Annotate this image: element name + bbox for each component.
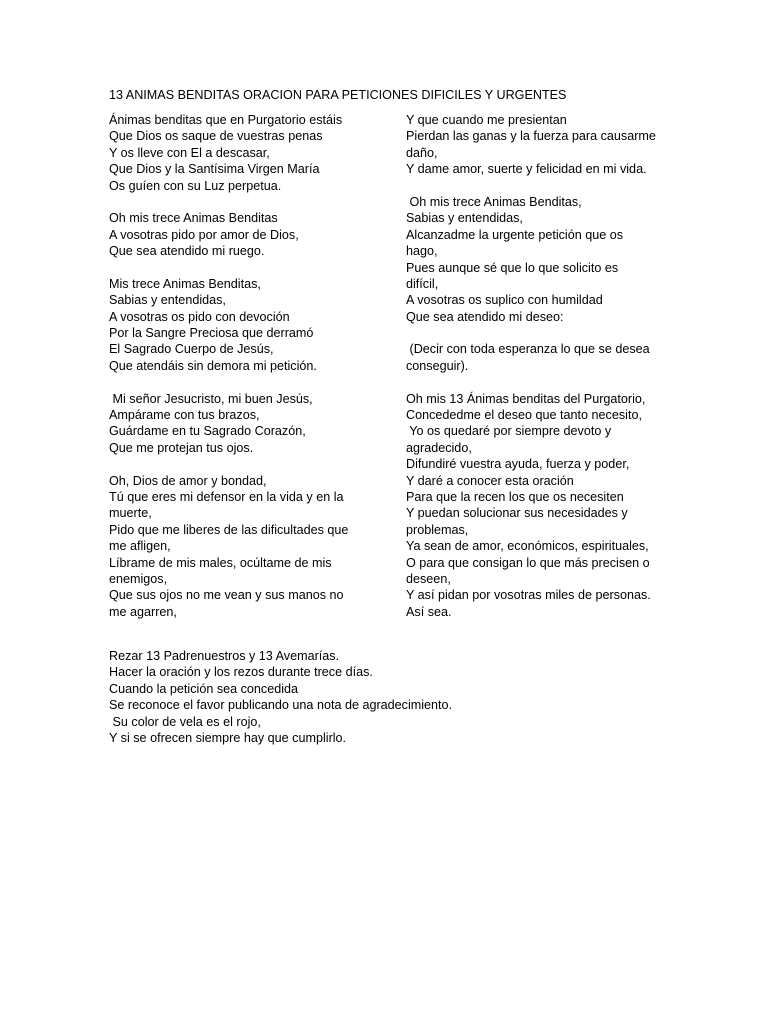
- text-line: Oh mis 13 Ánimas benditas del Purgatorio,: [406, 391, 646, 406]
- text-line: Pues aunque sé que lo que solicito es: [406, 260, 619, 275]
- text-line: O para que consigan lo que más precisen o: [406, 555, 650, 570]
- text-line: Ampárame con tus brazos,: [109, 408, 260, 423]
- text-line: Que sea atendido mi ruego.: [109, 244, 265, 259]
- text-line: Alcanzadme la urgente petición que os: [406, 227, 624, 242]
- text-line: Yo os quedaré por siempre devoto y: [406, 424, 612, 439]
- text-line: Y si se ofrecen siempre hay que cumplirlo.: [109, 730, 347, 745]
- text-line: muerte,: [109, 506, 152, 521]
- text-line: Pido que me liberes de las dificultades que: [109, 522, 349, 537]
- text-line: deseen,: [406, 571, 451, 586]
- text-line: Y daré a conocer esta oración: [406, 473, 574, 488]
- text-line: Y os lleve con El a descasar,: [109, 145, 270, 160]
- text-line: A vosotras pido por amor de Dios,: [109, 227, 299, 242]
- text-line: Pierdan las ganas y la fuerza para causarme: [406, 129, 656, 144]
- text-line: Hacer la oración y los rezos durante trece días.: [109, 665, 373, 680]
- text-line: Y así pidan por vosotras miles de personas.: [406, 588, 651, 603]
- text-line: Así sea.: [406, 604, 452, 619]
- blank-line: [406, 325, 666, 341]
- text-line: Ya sean de amor, económicos, espirituales,: [406, 539, 649, 554]
- text-line: me agarren,: [109, 604, 177, 619]
- text-line: enemigos,: [109, 571, 168, 586]
- text-line: Por la Sangre Preciosa que derramó: [109, 326, 314, 341]
- text-line: Rezar 13 Padrenuestros y 13 Avemarías.: [109, 649, 340, 663]
- text-line: agradecido,: [406, 440, 472, 455]
- text-line: Su color de vela es el rojo,: [109, 714, 261, 729]
- text-line: Que sus ojos no me vean y sus manos no: [109, 588, 344, 603]
- text-line: Tú que eres mi defensor en la vida y en la: [109, 489, 344, 504]
- instructions-block: [109, 648, 559, 746]
- text-line: Os guíen con su Luz perpetua.: [109, 178, 282, 193]
- blank-line: [109, 194, 379, 210]
- text-line: (Decir con toda esperanza lo que se desea: [406, 342, 650, 357]
- text-line: Concededme el deseo que tanto necesito,: [406, 408, 642, 423]
- text-line: me afligen,: [109, 539, 171, 554]
- text-line: Mis trece Animas Benditas,: [109, 276, 261, 291]
- text-line: Y puedan solucionar sus necesidades y: [406, 506, 628, 521]
- text-line: Que Dios y la Santísima Virgen María: [109, 162, 320, 177]
- text-line: Oh mis trece Animas Benditas: [109, 211, 278, 226]
- text-line: A vosotras os pido con devoción: [109, 309, 290, 324]
- text-line: Cuando la petición sea concedida: [109, 681, 299, 696]
- text-line: Se reconoce el favor publicando una nota de agradecimiento.: [109, 698, 453, 713]
- text-line: Oh, Dios de amor y bondad,: [109, 473, 267, 488]
- text-line: Y dame amor, suerte y felicidad en mi vida.: [406, 162, 647, 177]
- text-line: Que atendáis sin demora mi petición.: [109, 358, 317, 373]
- text-line: El Sagrado Cuerpo de Jesús,: [109, 342, 274, 357]
- left-column: [109, 112, 379, 620]
- text-line: Y que cuando me presientan: [406, 113, 567, 127]
- blank-line: [406, 374, 666, 390]
- text-line: Sabias y entendidas,: [109, 293, 226, 308]
- text-line: Oh mis trece Animas Benditas,: [406, 194, 582, 209]
- text-line: conseguir).: [406, 358, 469, 373]
- text-line: Líbrame de mis males, ocúltame de mis: [109, 555, 332, 570]
- text-line: Que me protejan tus ojos.: [109, 440, 254, 455]
- text-line: Para que la recen los que os necesiten: [406, 489, 624, 504]
- blank-line: [406, 178, 666, 194]
- text-line: Que sea atendido mi deseo:: [406, 309, 564, 324]
- blank-line: [109, 260, 379, 276]
- text-line: Ánimas benditas que en Purgatorio estáis: [109, 113, 343, 127]
- text-line: Guárdame en tu Sagrado Corazón,: [109, 424, 306, 439]
- blank-line: [109, 456, 379, 472]
- text-line: A vosotras os suplico con humildad: [406, 293, 603, 308]
- text-line: daño,: [406, 145, 438, 160]
- blank-line: [109, 374, 379, 390]
- text-line: problemas,: [406, 522, 469, 537]
- text-line: Sabias y entendidas,: [406, 211, 523, 226]
- text-line: Que Dios os saque de vuestras penas: [109, 129, 323, 144]
- text-line: Difundiré vuestra ayuda, fuerza y poder,: [406, 457, 630, 472]
- text-line: Mi señor Jesucristo, mi buen Jesús,: [109, 391, 313, 406]
- text-line: hago,: [406, 244, 438, 259]
- right-column: [406, 112, 666, 620]
- text-line: difícil,: [406, 276, 439, 291]
- document-title: 13 ANIMAS BENDITAS ORACION PARA PETICIONES DIFICILES Y URGENTES: [109, 88, 567, 102]
